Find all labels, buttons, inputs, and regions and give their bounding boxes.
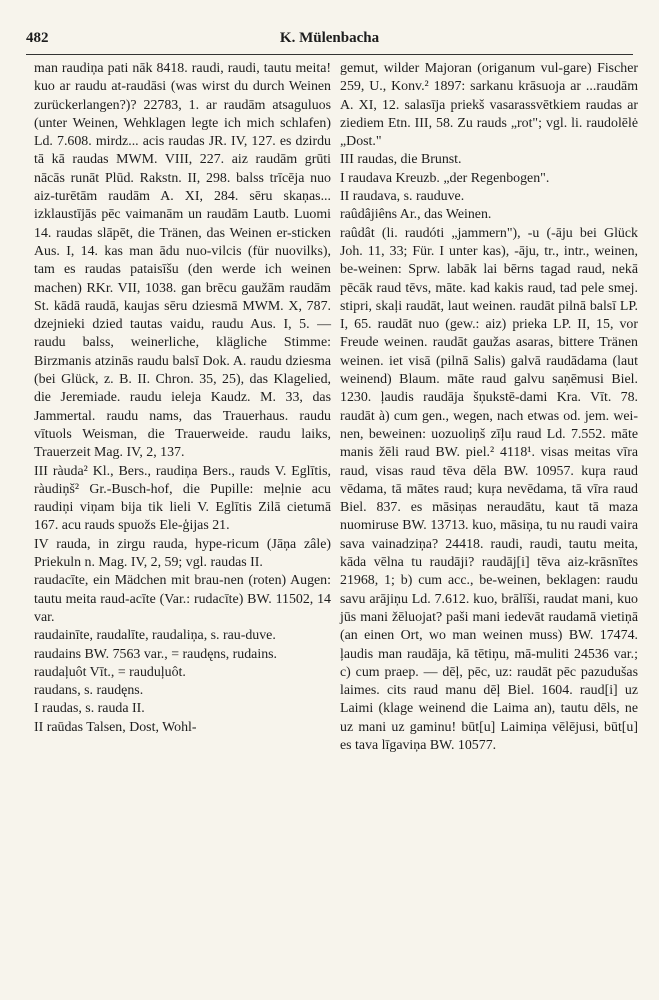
left-column bbox=[34, 60, 331, 737]
page-header bbox=[26, 30, 633, 50]
entry-text: raûdâjiêns Ar., das Weinen. bbox=[340, 207, 492, 223]
running-head: K. Mülenbacha bbox=[279, 30, 380, 46]
entry-text: raudans, s. raudęns. bbox=[34, 683, 144, 699]
header-rule bbox=[26, 54, 633, 55]
entry-text: III ràuda² Kl., Bers., raudiņa Bers., rauds V. Eglītis, ràudiņš² Gr.-Busch-hof, die Pupille: meļnie acu raudiņi viņam bija tik lieli V. Eglītis Zilā cietumā 167. acu rauds spuožs Ele-ģijas 21. bbox=[34, 463, 331, 534]
entry-text: man raudiņa pati nāk 8418. raudi, raudi, tautu meita! kuo ar raudu at-raudāsi (was wirst du durch Weinen zurückerlangen?)? 22783, 1. ar raudām atsaguluos (unter Weinen, Wehklagen legte ich mich schlafen) Ld. 7.608. mirdz... acis raudas JR. IV, 127. es dzirdu tā kā raudas MWM. VIII, 227. aiz raudām grūti nācās runāt Plūd. Rakstn. II, 298. balss trīcēja nuo aiz-turētām raudām A. XI, 284. sēru skaņas... izklaustījās pēc vaimanām un raudām Lautb. Luomi 14. raudas slāpēt, die Tränen, das Weinen er-sticken Aus. I, 14. kas man ādu nuo-vilcis (für nuovilks), tam es raudas pataisīšu (den werde ich weinen machen) RKr. VII, 1038. gan brēcu gaužām raudām St. kādā raudā, kaujas sēru dziesmā MWM. X, 787. dzejnieki dzied tautas vaidu, raudu Aus. I, 5. — raudu balss, weinerliche, klägliche Stimme: Birzmanis atzinās raudu balsī Dok. A. raudu dziesma (bei Glück, z. B. II. Chron. 35, 25), das Klagelied, die Jeremiade. raudu ieleja Kaudz. M. 33, das Jammertal. raudu nams, das Trauerhaus. raudu vītuols Weisman, die Trauerweide. raudu laiks, Trauerzeit Mag. IV, 2, 137. bbox=[34, 61, 331, 461]
entry-text: gemut, wilder Majoran (origanum vul-gare) Fischer 259, U., Konv.² 1897: sarkanu krāsuoja ar ...raudām A. XI, 12. salasīja priekš vasarassvētkiem raudas ar ziediem Etn. III, 58. Zu rauds „rot"; vgl. li. raudolēlė „Dost." bbox=[340, 61, 638, 150]
entry-text: raudains BW. 7563 var., = raudęns, rudains. bbox=[34, 646, 278, 662]
page-number: 482 bbox=[26, 30, 49, 46]
entry-text: II raudava, s. rauduve. bbox=[340, 189, 465, 205]
entry-text: I raudava Kreuzb. „der Regenbogen". bbox=[340, 170, 550, 186]
entry-text: raûdât (li. raudóti „jammern"), -u (-āju bei Glück Joh. 11, 33; Für. I unter kas), -āju, tr., intr., weinen, be-weinen: Sprw. labāk lai bērns tagad raud, nekā pēcāk raud tēvs, māte. kad kakis raud, tad pele smej. stipri, skaļi raudāt, laut weinen. raudāt pilnā balsī LP. I, 65. raudāt nuo (gew.: aiz) prieka LP. II, 15, vor Freude weinen. raudāt gaužas asaras, bittere Tränen weinen. iet visā (pilnā Salis) galvā raudādama (laut weinend) Blaum. māte raud galvu saņēmusi Biel. 1230. ļaudis raudāja šņukstē-dami Kra. Vīt. 78. raudāt à) cum gen., wegen, nach etwas od. jem. wei-nen, beweinen: uozuoliņš zīļu raud Ld. 7.552. māte manis žēli raud BW. piel.² 4118¹. visas meitas vīra raud, visas raud tēva dēla BW. 10957. kuŗa raud vēdama, tā mātes raud; kuŗa nevēdama, tā vīra raud Biel. 837. es māsiņas neraudātu, kaut tā maza nuomiruse BW. 13713. kuo, māsiņa, tu nu raudi vaira sava vainadziņa? 24418. raudi, raudi, tautu meita, kāda vēlna tu raudāji? raudāj[i] tēva aiz-krāsnītes 21968, 1; b) cum acc., be-weinen, beklagen: raudu savu arājiņu Ld. 7.612. kuo, brālīši, raudat mani, kuo jūs mani žēluojat? paši mani iedevāt raudamā vietiņā (an einen Ort, wo man weinen muss) BW. 17474. ļaudis man raudāja, kā tētiņu, mā-muliti 24536 var.; c) cum praep. — dēļ, pēc, uz: raudāt pēc pazudušas laimes. cits raud manu dēļ Biel. 1604. raud[i] uz Laimi (klage weinend die Laima an), tautu dēls, ne uz mani uz gaminu! būt[u] Laimiņa vēlējusi, būt[u] es tava līgaviņa BW. 10577. bbox=[340, 225, 638, 753]
right-column bbox=[340, 60, 638, 755]
entry-text: I raudas, s. rauda II. bbox=[34, 701, 145, 717]
entry-text: II raūdas Talsen, Dost, Wohl- bbox=[34, 719, 197, 735]
entry-text: raudacīte, ein Mädchen mit brau-nen (roten) Augen: tautu meita raud-acīte (Var.: rudacīte) BW. 11502, 14 var. bbox=[34, 573, 331, 625]
entry-text: III raudas, die Brunst. bbox=[340, 152, 462, 168]
entry-text: raudainīte, raudalīte, raudaliņa, s. rau-duve. bbox=[34, 628, 276, 644]
entry-text: raudaļuôt Vīt., = rauduļuôt. bbox=[34, 664, 186, 680]
entry-text: IV rauda, in zirgu rauda, hype-ricum (Jāņa zâle) Priekuln n. Mag. IV, 2, 59; vgl. raudas II. bbox=[34, 536, 331, 571]
